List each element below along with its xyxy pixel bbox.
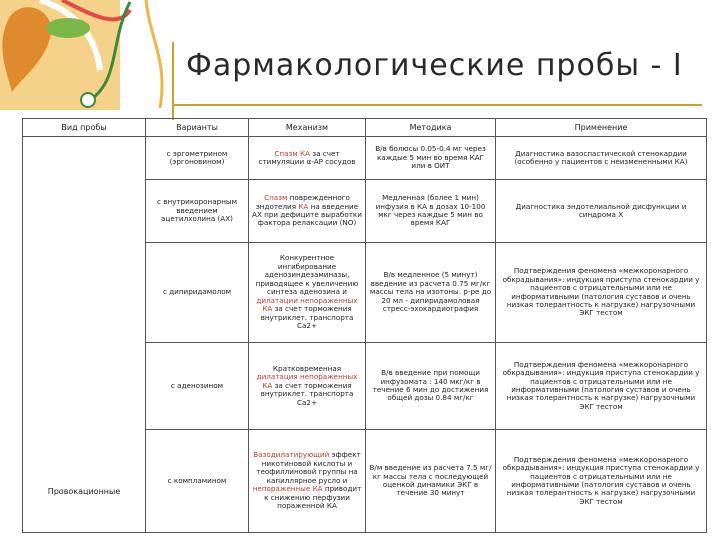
- header-row: [23, 119, 707, 137]
- header-method: Методика: [366, 119, 496, 137]
- mechanism-highlight: Спазм: [264, 193, 288, 203]
- method-cell: В/м введение из расчета 7.5 мг/кг массы тела с последующей оценкой динамики ЭКГ в течение 30 минут: [366, 430, 496, 533]
- header-mechanism: Механизм: [249, 119, 366, 137]
- application-cell: Подтверждения феномена «межкоронарного обкрадывания»: индукция приступа стенокардии у пациентов с отрицательными или не информативными (патология суставов и очень низкая толерантность к нагрузке) нагрузочными ЭКГ тестом: [496, 343, 707, 430]
- application-cell: Диагностика вазоспастической стенокардии (особенно у пациентов с неизмененными КА): [496, 137, 707, 180]
- mechanism-highlight: КА: [298, 201, 309, 211]
- method-cell: В/в медленное (5 минут) введение из расчета 0.75 мг/кг массы тела на изотоны. р-ре до 20 мл - дипиридамоловая стресс-эхокардиография: [366, 243, 496, 343]
- header-application: Применение: [496, 119, 707, 137]
- application-cell: Подтверждения феномена «межкоронарного обкрадывания»: индукция приступа стенокардии у пациентов с отрицательными или не информативными (патология суставов и очень низкая толерантность к нагрузке) нагрузочными ЭКГ тестом: [496, 243, 707, 343]
- variant-cell: с компламином: [146, 430, 249, 533]
- stethoscope-chestpiece: [81, 93, 95, 107]
- header-test-kind: Вид пробы: [23, 119, 146, 137]
- variant-cell: с внутрикоронарным введением ацетилхолина (АХ): [146, 180, 249, 243]
- mechanism-highlight: непораженные КА: [252, 484, 323, 494]
- mechanism-text: приводит к снижению перфузии пораженной КА: [264, 484, 362, 511]
- tests-table: [22, 118, 707, 533]
- mechanism-text: поврежденного эндотелия: [255, 193, 350, 211]
- mechanism-cell: [249, 243, 366, 343]
- variant-cell: с эргометрином (эргоновином): [146, 137, 249, 180]
- mechanism-text: за счет стимуляции α-АР сосудов: [258, 148, 356, 166]
- deco-line: [146, 0, 162, 108]
- mechanism-cell: [249, 430, 366, 533]
- mechanism-text: Конкурентное ингибирование аденозиндезаминазы, приводящее к увеличению синтеза аденозина и: [255, 253, 359, 297]
- leaf-shape: [46, 18, 90, 38]
- medical-decoration: [0, 0, 190, 110]
- page-title: Фармакологические пробы - I: [186, 48, 683, 83]
- mechanism-highlight: Вазодилатирующий: [253, 450, 330, 460]
- table-row: [23, 137, 707, 180]
- method-cell: Медленная (более 1 мин) инфузия в КА в дозах 10-100 мкг через каждые 5 мин во время КАГ: [366, 180, 496, 243]
- title-rule-horizontal: [172, 104, 702, 106]
- mechanism-cell: [249, 180, 366, 243]
- mechanism-text: эффект никотиновой кислоты и теофиллиновой группы на капиллярное русло и: [256, 450, 361, 485]
- application-cell: Диагностика эндотелиальной дисфункции и синдрома Х: [496, 180, 707, 243]
- variant-cell: с дипиридамолом: [146, 243, 249, 343]
- mechanism-cell: [249, 137, 366, 180]
- mechanism-cell: [249, 343, 366, 430]
- method-cell: В/в введение при помощи инфузомата : 140 мкг/кг в течение 6 мин до достижения общей дозы 0.84 мг/кг: [366, 343, 496, 430]
- application-cell: Подтверждения феномена «межкоронарного обкрадывания»: индукция приступа стенокардии у пациентов с отрицательными или не информативными (патология суставов и очень низкая толерантность к нагрузке) нагрузочными ЭКГ тестом: [496, 430, 707, 533]
- mechanism-text: Кратковременная: [272, 363, 342, 373]
- title-rule-vertical: [172, 42, 174, 120]
- mechanism-text: на введение АХ при дефиците выработки фактора релаксации (NO): [252, 201, 362, 228]
- mechanism-text: за счет торможения внутриклет. транспорта Са2+: [260, 380, 354, 407]
- mechanism-text: за счет торможения внутриклет. транспорта Са2+: [260, 304, 354, 331]
- header-variants: Варианты: [146, 119, 249, 137]
- test-kind-cell: Провокационные: [23, 137, 146, 533]
- method-cell: В/в болюсы 0.05-0.4 мг через каждые 5 мин во время КАГ или в ОИТ: [366, 137, 496, 180]
- mechanism-highlight: дилатация непораженных КА: [256, 372, 358, 390]
- variant-cell: с аденозином: [146, 343, 249, 430]
- mechanism-highlight: дилатации непораженных КА: [256, 295, 358, 314]
- mechanism-highlight: Спазм КА: [274, 148, 311, 158]
